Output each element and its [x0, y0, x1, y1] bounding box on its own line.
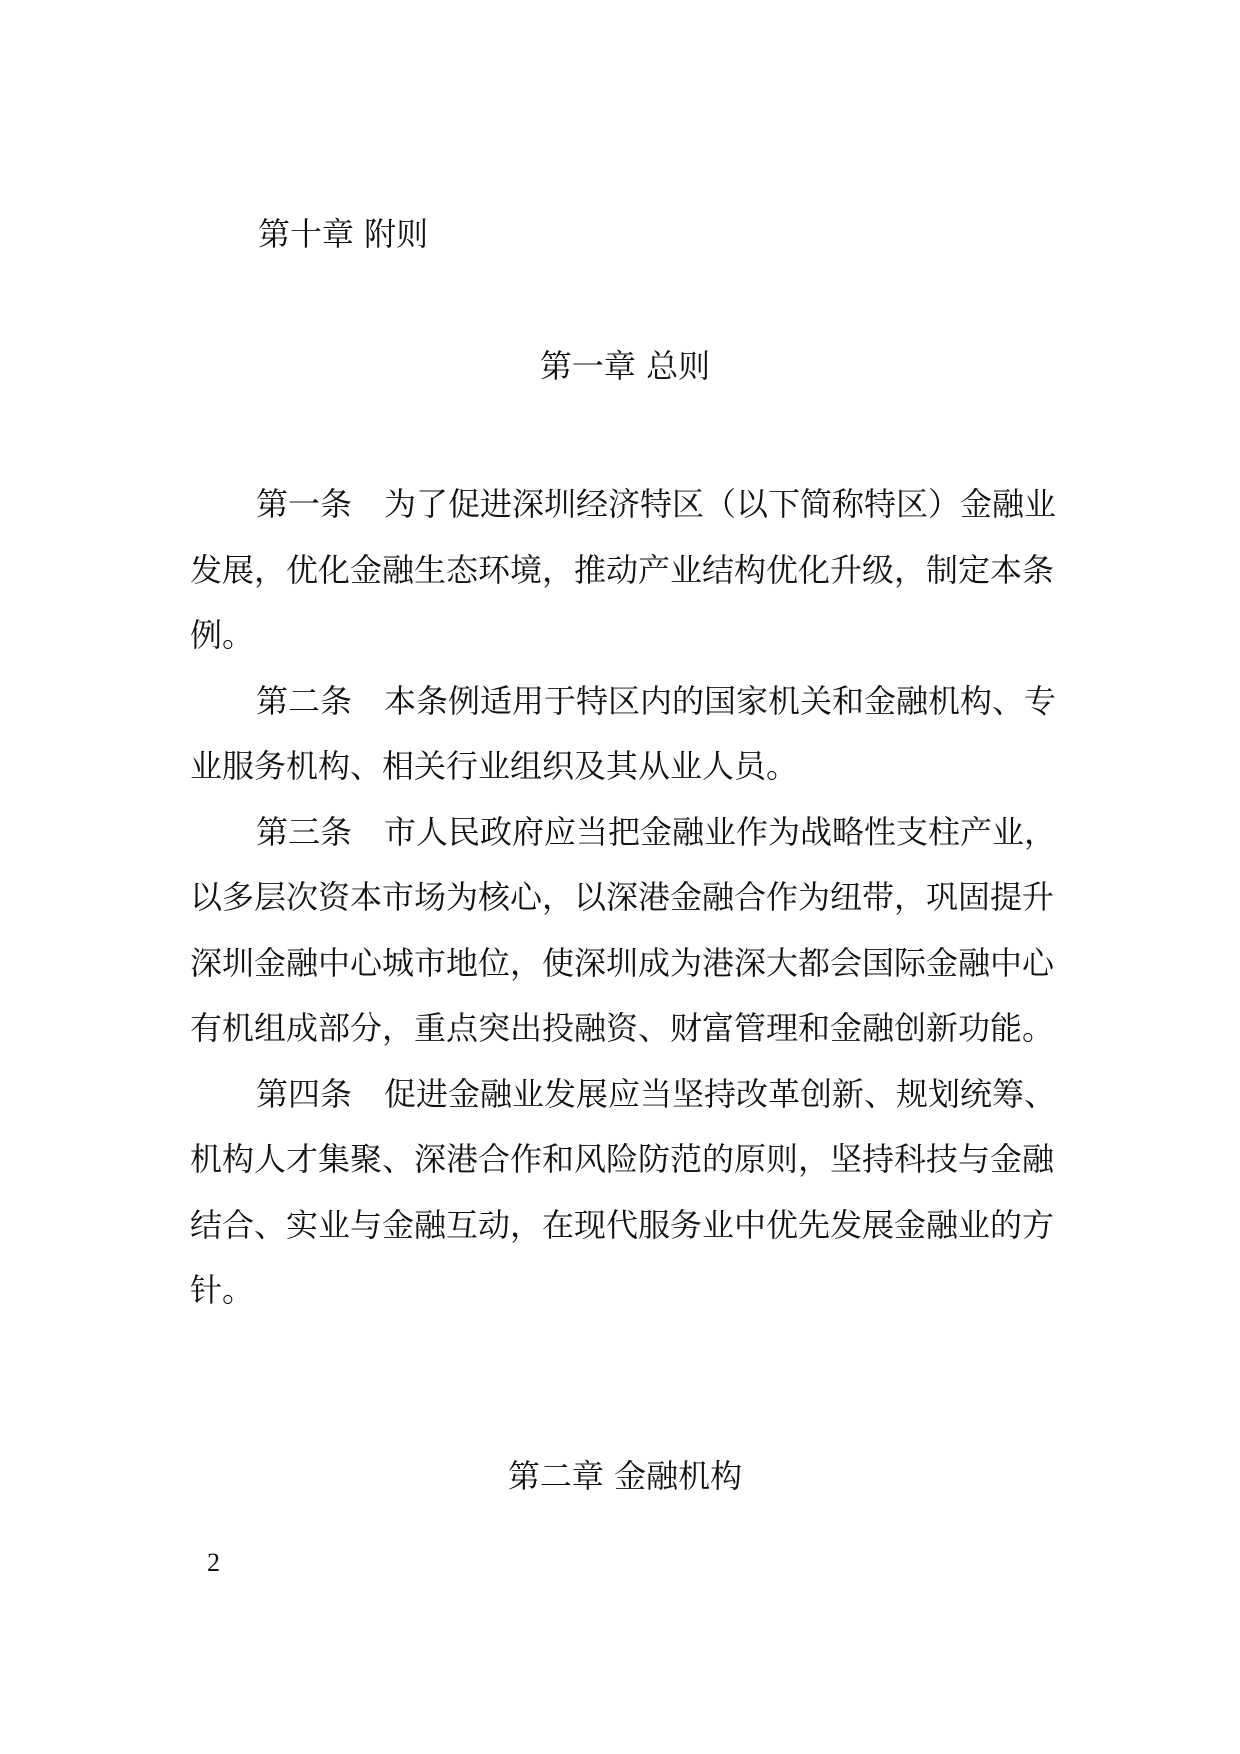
article-text: 促进金融业发展应当坚持改革创新、规划统筹、机构人才集聚、深港合作和风险防范的原则，坚持科技与金融结合、实业与金融互动，在现代服务业中优先发展金融业的方针。 [190, 1074, 1057, 1309]
article-text: 为了促进深圳经济特区（以下简称特区）金融业发展，优化金融生态环境，推动产业结构优化升级，制定本条例。 [190, 485, 1057, 654]
toc-line-chapter10: 第十章 附则 [258, 215, 429, 253]
chapter-heading: 第二章 金融机构 [507, 1457, 743, 1495]
article-paragraph [190, 669, 1060, 800]
article-label: 第二条 [256, 681, 353, 720]
article-label: 第四条 [256, 1074, 353, 1113]
article-paragraph [190, 472, 1060, 669]
article-label: 第一条 [256, 485, 353, 523]
chapter-heading: 第一章 总则 [539, 347, 711, 385]
article-paragraph [190, 1062, 1060, 1324]
article-text: 市人民政府应当把金融业作为战略性支柱产业，以多层次资本市场为核心，以深港金融合作为纽带，巩固提升深圳金融中心城市地位，使深圳成为港深大都会国际金融中心有机组成部分，重点突出投融资、财富管理和金融创新功能。 [190, 812, 1057, 1047]
article-label: 第三条 [256, 812, 353, 851]
page-number: 2 [207, 1548, 220, 1577]
article-list [190, 472, 1060, 1324]
article-paragraph [190, 800, 1060, 1062]
article-text: 本条例适用于特区内的国家机关和金融机构、专业服务机构、相关行业组织及其从业人员。 [190, 681, 1057, 785]
